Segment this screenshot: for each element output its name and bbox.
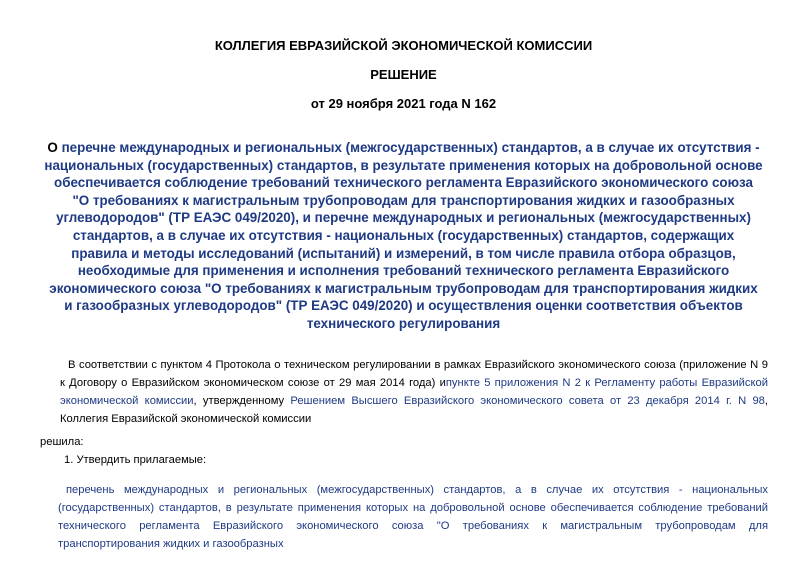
document-title — [44, 139, 763, 333]
preamble-text-3: , Коллегия Евразийской экономической комиссии — [60, 395, 769, 425]
issuing-authority: КОЛЛЕГИЯ ЕВРАЗИЙСКОЙ ЭКОНОМИЧЕСКОЙ КОМИССИИ — [214, 38, 593, 53]
preamble-text-2: , утвержденному — [193, 395, 285, 407]
council-decision-link[interactable]: Решением Высшего Евразийского экономического совета от 23 декабря 2014 г. N 98 — [290, 395, 765, 407]
preamble-paragraph — [60, 356, 768, 428]
regulation-link[interactable]: пункте 5 приложения N 2 к Регламенту работы Евразийской экономической комиссии — [60, 377, 769, 407]
document-date-number: от 29 ноября 2021 года N 162 — [310, 96, 497, 111]
item-1-text: 1. Утвердить прилагаемые: — [64, 454, 207, 466]
resolved-label: решила: — [40, 436, 84, 448]
standards-list-link[interactable]: перечень международных и региональных (межгосударственных) стандартов, а в случае их отсутствия - национальных (государственных) стандартов, в результате применения которых на добровольной основе обеспечивается соблюдение требований технического регламента Евразийского экономического союза "О требованиях к магистральным трубопроводам для транспортирования жидких и газообразных — [58, 484, 768, 550]
title-link[interactable]: перечне международных и региональных (межгосударственных) стандартов, а в случае их отсутствия - национальных (государственных) стандартов, в результате применения которых на добровольной основе обеспечивается соблюдение требований технического регламента Евразийского экономического союза "О требованиях к магистральным трубопроводам для транспортирования жидких и газообразных углеводородов" (ТР ЕАЭС 049/2020), и перечне международных и региональных (межгосударственных) стандартов, а в случае их отсутствия - национальных (государственных) стандартов, содержащих правила и методы исследований (испытаний) и измерений, в том числе правила отбора образцов, необходимые для применения и исполнения требований технического регламента Евразийского экономического союза "О требованиях к магистральным трубопроводам для транспортирования жидких и газообразных углеводородов" (ТР ЕАЭС 049/2020) и осуществления оценки соответствия объектов технического регулирования — [44, 140, 763, 331]
document-type: РЕШЕНИЕ — [370, 67, 437, 82]
preamble-text-1: В соответствии с пунктом 4 Протокола о техническом регулировании в рамках Евразийского экономического союза (приложение N 9 к Договору о Евразийском экономическом союзе от 29 мая 2014 года) и — [60, 359, 768, 389]
title-prefix: О — [47, 140, 58, 155]
list-item — [58, 481, 768, 553]
